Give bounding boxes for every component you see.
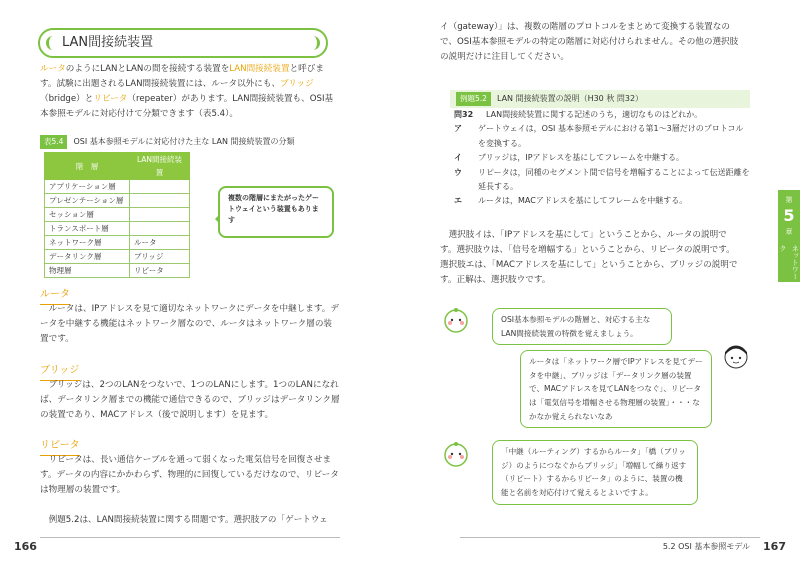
table-row	[45, 250, 190, 264]
example-header	[450, 90, 750, 108]
option-text: リピータは，同種のセグメント間で信号を増幅することによって伝送距離を延長する。	[478, 167, 750, 191]
running-footer: 5.2 OSI 基本参照モデル	[662, 542, 750, 551]
right-page	[400, 0, 800, 568]
table-cell	[130, 222, 190, 236]
table-cell: ルータ	[130, 236, 190, 250]
table-row	[45, 222, 190, 236]
table-cell: 物理層	[45, 264, 130, 278]
option-key: エ	[454, 196, 462, 206]
teacher-avatar-icon	[442, 306, 470, 334]
speech-bubble-student: ルータは「ネットワーク層でIPアドレスを見てデータを中継」、ブリッジは「データリンク層の装置で、MACアドレスを見てLANをつなぐ」、リピータは「電気信号を増幅させる物理層の装置」・・・なかなか覚えられないなあ	[520, 350, 712, 428]
student-avatar-icon	[722, 342, 750, 370]
table-number: 表5.4	[40, 135, 67, 148]
table-row	[45, 194, 190, 208]
answer-paragraph: 選択肢イは、「IPアドレスを基にして」ということから、ルータの説明です。選択肢ウは、「信号を増幅する」ということから、リピータの説明です。選択肢エは、「MACアドレスを基にして」ということから、ブリッジの説明です。正解は、選択肢ウです。	[440, 230, 738, 286]
table-cell: データリンク層	[45, 250, 130, 264]
bridge-heading: ブリッジ	[40, 362, 80, 381]
intro-lan-device: LAN間接続装置	[229, 64, 290, 74]
table-caption	[40, 135, 295, 149]
intro-text-2: と呼びます。試験に出題されるLAN間接続装置には、ルータ以外にも、	[40, 64, 324, 90]
table-cell: トランスポート層	[45, 222, 130, 236]
question-row	[450, 108, 750, 122]
example-title: LAN 間接続装置の説明（H30 秋 問32）	[496, 94, 644, 103]
option-text: ゲートウェイは，OSI 基本参照モデルにおける第1〜3層だけのプロトコルを変換する。	[478, 124, 744, 148]
continuation-paragraph: イ（gateway）」は、複数の階層のプロトコルをまとめて変換する装置なので、OSI基本参照モデルの特定の階層に対応付けられません。その他の選択肢の説明だけに注目してください。	[440, 22, 739, 63]
example-box	[450, 90, 750, 209]
chapter-prefix: 第	[785, 196, 793, 204]
page-number: 167	[763, 539, 786, 553]
intro-repeater: リピータ	[93, 94, 128, 105]
option-text: ブリッジは，IPアドレスを基にしてフレームを中継する。	[478, 153, 684, 163]
table-cell	[130, 194, 190, 208]
repeater-heading: リピータ	[40, 437, 80, 456]
table-row	[45, 180, 190, 194]
table-header: 階 層	[45, 153, 130, 180]
table-header: LAN間接続装置	[130, 153, 190, 180]
example-tag: 例題5.2	[456, 92, 491, 105]
table-cell: プレゼンテーション層	[45, 194, 130, 208]
intro-text-4: （repeater）があります。LAN間接続装置も、OSI基本参照モデルに対応付けて分類できます（表5.4）。	[40, 94, 334, 120]
table-cell: アプリケーション層	[45, 180, 130, 194]
option-row	[450, 122, 750, 151]
router-heading: ルータ	[40, 286, 70, 305]
intro-bridge: ブリッジ	[280, 79, 314, 90]
speech-bubble-teacher: 「中継（ルーティング）するからルータ」「橋（ブリッジ）のようにつなぐからブリッジ」「増幅して繰り返す（リピート）するからリピータ」のように、装置の機能と名前を対応付けて覚えるとよいですよ。	[492, 440, 698, 505]
table-header-row	[45, 153, 190, 180]
closing-paragraph: 例題5.2は、LAN間接続装置に関する問題です。選択肢アの「ゲートウェ	[48, 515, 328, 525]
table-cell: ネットワーク層	[45, 236, 130, 250]
intro-text-3: （bridge）と	[40, 94, 94, 105]
question-text: LAN間接続装置に関する記述のうち，適切なものはどれか。	[486, 110, 703, 119]
intro-paragraph	[40, 62, 340, 122]
intro-text-1: のようにLANとLANの間を接続する装置を	[65, 64, 230, 74]
footer-rule	[40, 537, 340, 538]
osi-table	[44, 152, 190, 278]
table-cell: セッション層	[45, 208, 130, 222]
gateway-callout: 複数の階層にまたがったゲートウェイという装置もあります	[218, 186, 334, 238]
section-title: LAN間接続装置	[38, 28, 328, 58]
option-text: ルータは，MACアドレスを基にしてフレームを中継する。	[478, 196, 688, 206]
footer-rule	[460, 537, 760, 538]
table-row	[45, 264, 190, 278]
option-row	[450, 194, 750, 208]
table-row	[45, 208, 190, 222]
page-number: 166	[14, 539, 37, 553]
bridge-paragraph: ブリッジは、2つのLANをつないで、1つのLANにします。1つのLANになれば、データリンク層までの機能で通信できるので、ブリッジはデータリンク層の装置であり、MACアドレス（後で説明します）を見ます。	[40, 380, 340, 421]
option-row	[450, 166, 750, 195]
table-cell: リピータ	[130, 264, 190, 278]
chapter-number: 5	[783, 206, 795, 226]
table-cell	[130, 180, 190, 194]
chapter-label: ネットワーク	[779, 244, 800, 280]
table-row	[45, 236, 190, 250]
repeater-paragraph: リピータは、長い通信ケーブルを通って弱くなった電気信号を回復させます。データの内容にかかわらず、物理的に回復しているだけなので、リピータは物理層の装置です。	[40, 455, 339, 496]
option-key: イ	[454, 153, 462, 163]
chapter-suffix: 章	[785, 228, 793, 237]
option-key: ア	[454, 124, 462, 134]
chapter-tab	[778, 190, 800, 282]
teacher-avatar-icon	[442, 440, 470, 468]
option-key: ウ	[454, 167, 462, 177]
router-paragraph: ルータは、IPアドレスを見て適切なネットワークにデータを中継します。データを中継する機能はネットワーク層なので、ルータはネットワーク層の装置です。	[40, 304, 339, 345]
table-cell: ブリッジ	[130, 250, 190, 264]
intro-router: ルータ	[40, 64, 66, 74]
table-cell	[130, 208, 190, 222]
table-caption-text: OSI 基本参照モデルに対応付けた主な LAN 間接続装置の分類	[73, 137, 295, 146]
option-row	[450, 151, 750, 165]
question-number: 問32	[454, 110, 474, 119]
speech-bubble-teacher: OSI基本参照モデルの階層と、対応する主なLAN間接続装置の特徴を覚えましょう。	[492, 308, 672, 345]
